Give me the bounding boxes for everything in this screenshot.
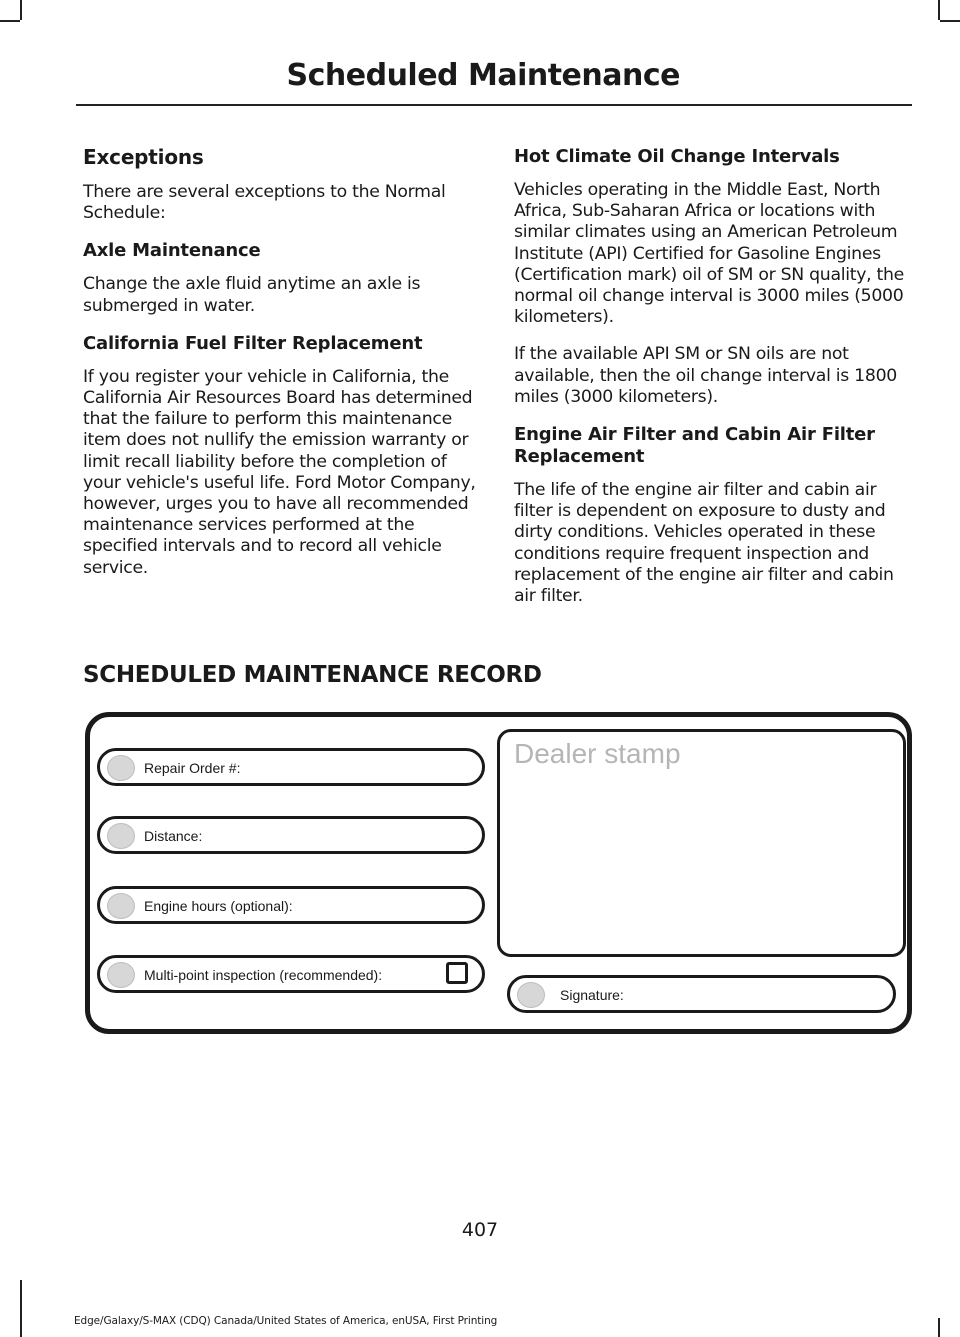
fuel-filter-text: If you register your vehicle in California, the California Air Resources Board has determined that the failure to perform this maintenance item does not nullify the emission warranty or limit recall liability before the completion of your vehicle's useful life. Ford Motor Company, however, urges you to have all recommended maintenance services performed at the specified intervals and to record all vehicle service. — [83, 366, 476, 578]
fuel-filter-heading: California Fuel Filter Replacement — [83, 332, 423, 354]
engine-hours-label: Engine hours (optional): — [144, 898, 293, 914]
distance-label: Distance: — [144, 828, 203, 844]
crop-mark-top-left — [20, 0, 22, 20]
engine-hours-field[interactable] — [97, 886, 485, 924]
repair-order-label: Repair Order #: — [144, 760, 241, 776]
crop-mark-top-right — [938, 0, 940, 20]
crop-mark-top-left-h — [0, 20, 20, 22]
air-filter-text: The life of the engine air filter and cabin air filter is dependent on exposure to dusty and dirty conditions. Vehicles operated in these conditions require frequent inspection and replacement of the engine air filter and cabin air filter. — [514, 480, 894, 607]
circle-icon — [107, 755, 135, 781]
record-section-title: SCHEDULED MAINTENANCE RECORD — [83, 662, 542, 688]
circle-icon — [517, 982, 545, 1008]
hot-climate-text-2: If the available API SM or SN oils are not available, then the oil change interval is 1800 miles (3000 kilometers). — [514, 344, 897, 407]
right-column — [514, 146, 909, 623]
left-column — [83, 146, 478, 595]
hot-climate-heading: Hot Climate Oil Change Intervals — [514, 146, 840, 167]
inspection-checkbox[interactable] — [446, 962, 468, 984]
air-filter-heading: Engine Air Filter and Cabin Air Filter Replacement — [514, 424, 875, 468]
header-rule — [76, 104, 912, 106]
circle-icon — [107, 823, 135, 849]
repair-order-field[interactable] — [97, 748, 485, 786]
inspection-field[interactable] — [97, 955, 485, 993]
crop-mark-bottom-right — [938, 1318, 940, 1337]
circle-icon — [107, 962, 135, 988]
signature-label: Signature: — [560, 987, 624, 1003]
page-title: Scheduled Maintenance — [286, 58, 680, 93]
axle-heading: Axle Maintenance — [83, 240, 261, 262]
exceptions-heading: Exceptions — [83, 145, 204, 169]
crop-mark-bottom-left — [20, 1280, 22, 1337]
dealer-stamp-box — [497, 729, 906, 957]
circle-icon — [107, 893, 135, 919]
crop-mark-top-right-h — [940, 20, 960, 22]
dealer-stamp-label: Dealer stamp — [514, 738, 681, 769]
page-number: 407 — [461, 1219, 499, 1241]
signature-field[interactable] — [507, 975, 896, 1013]
edition-footer: Edge/Galaxy/S-MAX (CDQ) Canada/United States of America, enUSA, First Printing — [74, 1315, 498, 1327]
axle-text: Change the axle fluid anytime an axle is submerged in water. — [83, 274, 421, 316]
exceptions-text: There are several exceptions to the Normal Schedule: — [83, 182, 446, 224]
distance-field[interactable] — [97, 816, 485, 854]
inspection-label: Multi-point inspection (recommended): — [144, 967, 383, 983]
hot-climate-text-1: Vehicles operating in the Middle East, North Africa, Sub-Saharan Africa or locations with similar climates using an American Petroleum Institute (API) Certified for Gasoline Engines (Certification mark) oil of SM or SN quality, the normal oil change interval is 3000 miles (5000 kilometers). — [514, 180, 904, 328]
